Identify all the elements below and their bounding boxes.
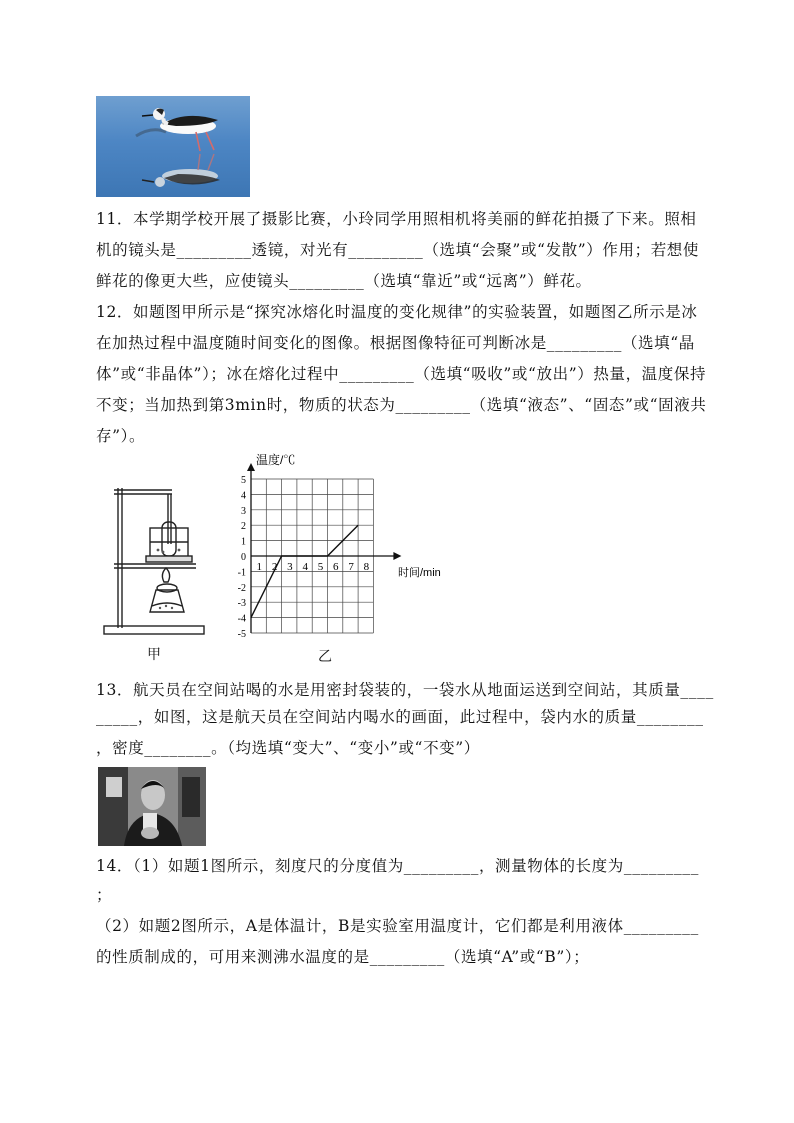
astronaut-drinking-photo bbox=[98, 767, 206, 846]
y-tick-label: 5 bbox=[241, 475, 246, 486]
temperature-time-chart bbox=[226, 452, 456, 648]
q13-line-2: _____，如图，这是航天员在空间站内喝水的画面，此过程中，袋内水的质量________ bbox=[96, 708, 704, 726]
y-tick-label: -1 bbox=[237, 567, 246, 579]
q12-line-5: 存”）。 bbox=[96, 427, 146, 445]
x-tick-label: 7 bbox=[348, 561, 354, 573]
y-tick-label: -5 bbox=[237, 629, 246, 640]
q12-line-4: 不变；当加热到第3min时，物质的状态为_________（选填“液态”、“固态”或“固液共 bbox=[96, 396, 707, 414]
figure-jia-apparatus bbox=[100, 482, 212, 640]
y-tick-label: 1 bbox=[241, 536, 246, 548]
figure-yi-caption: 乙 bbox=[318, 649, 332, 665]
q14-line-4: 的性质制成的，可用来测沸水温度的是_________（选填“A”或“B”）； bbox=[96, 948, 590, 966]
q11-line-3: 鲜花的像更大些，应使镜头_________（选填“靠近”或“远离”）鲜花。 bbox=[96, 272, 592, 290]
q14-line-2: ； bbox=[96, 886, 113, 904]
q11-line-1: 11．本学期学校开展了摄影比赛，小玲同学用照相机将美丽的鲜花拍摄了下来。照相 bbox=[96, 210, 697, 228]
y-tick-label: -3 bbox=[237, 598, 246, 610]
x-axis-label: 时间/min bbox=[398, 567, 441, 579]
y-tick-label: -4 bbox=[237, 613, 246, 625]
x-tick-label: 6 bbox=[333, 561, 339, 573]
figure-yi-chart bbox=[226, 452, 456, 648]
q12-line-1: 12．如题图甲所示是“探究冰熔化时温度的变化规律”的实验装置，如题图乙所示是冰 bbox=[96, 303, 698, 321]
q13-line-1: 13．航天员在空间站喝的水是用密封袋装的，一袋水从地面运送到空间站，其质量____ bbox=[96, 681, 714, 699]
x-tick-label: 5 bbox=[317, 561, 324, 573]
q14-line-3: （2）如题2图所示，A是体温计，B是实验室用温度计，它们都是利用液体_________ bbox=[96, 917, 699, 935]
y-tick-label: 0 bbox=[241, 552, 246, 563]
x-tick-label: 1 bbox=[256, 561, 263, 573]
x-axis-arrow bbox=[393, 552, 401, 560]
q12-line-3: 体”或“非晶体”）；冰在熔化过程中_________（选填“吸收”或“放出”）热量，温度保持 bbox=[96, 365, 707, 383]
x-tick-label: 4 bbox=[302, 561, 308, 573]
figure-jia-caption: 甲 bbox=[147, 647, 161, 663]
y-tick-label: 4 bbox=[241, 490, 246, 502]
y-axis-label: 温度/℃ bbox=[256, 453, 296, 467]
y-tick-label: 3 bbox=[241, 505, 246, 517]
q12-line-2: 在加热过程中温度随时间变化的图像。根据图像特征可判断冰是_________（选填“晶 bbox=[96, 334, 695, 352]
q13-line-3: ，密度________。（均选填“变大”、“变小”或“不变”） bbox=[96, 739, 480, 757]
x-tick-label: 3 bbox=[287, 561, 293, 573]
y-tick-label: -2 bbox=[237, 582, 246, 594]
q11-line-2: 机的镜头是_________透镜，对光有_________（选填“会聚”或“发散”）作用；若想使 bbox=[96, 241, 699, 259]
x-tick-label: 8 bbox=[363, 561, 370, 573]
q14-line-1: 14．（1）如题1图所示，刻度尺的分度值为_________，测量物体的长度为_________ bbox=[96, 857, 699, 875]
y-tick-label: 2 bbox=[241, 521, 246, 533]
x-tick-label: 2 bbox=[271, 561, 278, 573]
bird-reflection-photo bbox=[96, 96, 250, 197]
y-axis-arrow bbox=[247, 463, 255, 471]
